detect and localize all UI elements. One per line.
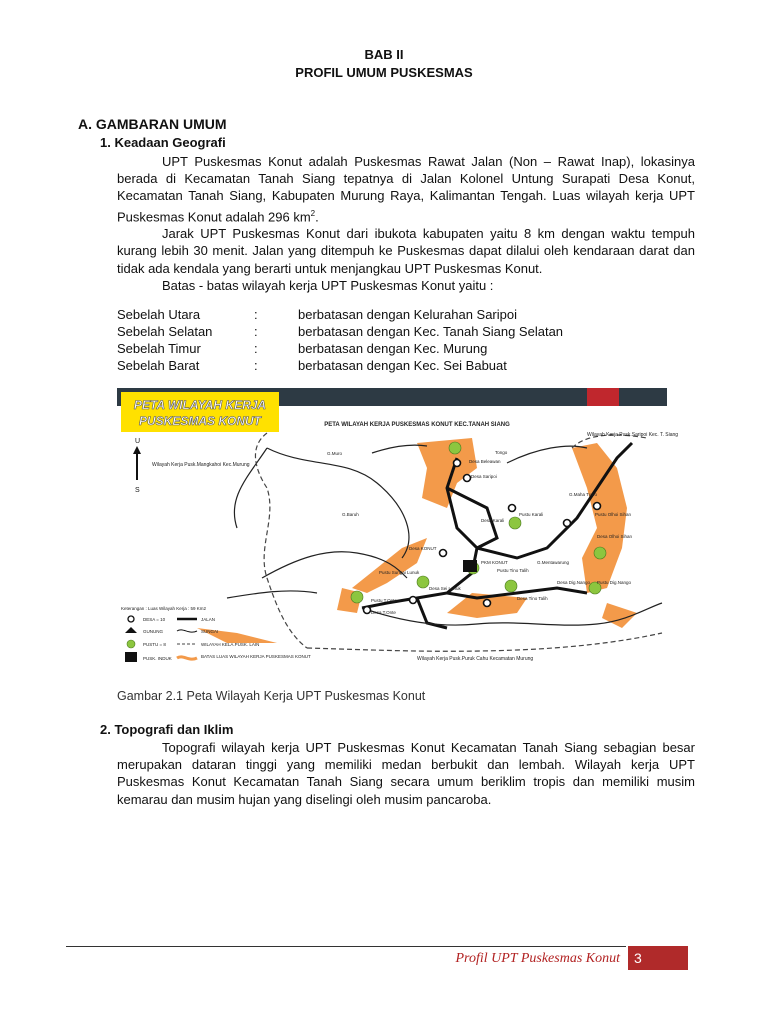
svg-text:BATAS LUAS WILAYAH KERJA PUSKE: BATAS LUAS WILAYAH KERJA PUSKESMAS KONUT	[201, 654, 311, 659]
map-figure	[117, 388, 679, 678]
svg-text:Desa Beleawan: Desa Beleawan	[469, 459, 501, 464]
svg-text:Pustu Olhoi Sihan: Pustu Olhoi Sihan	[595, 512, 632, 517]
map-banner-line2: PUSKESMAS KONUT	[138, 414, 262, 428]
svg-text:DESA = 10: DESA = 10	[143, 617, 166, 622]
page-title: PROFIL UMUM PUSKESMAS	[295, 65, 473, 80]
svg-text:G.Mentawarung: G.Mentawarung	[537, 560, 570, 565]
subsection-heading-geografi: 1. Keadaan Geografi	[100, 135, 226, 150]
svg-text:Desa Tino Talih: Desa Tino Talih	[517, 596, 548, 601]
map-boundary-area	[197, 438, 637, 643]
svg-text:SUNGAI: SUNGAI	[201, 629, 219, 634]
compass-arrow-head	[133, 446, 141, 454]
border-row-west: Sebelah Barat : berbatasan dengan Kec. Sei Babuat	[117, 358, 507, 373]
compass-south-label: S	[135, 487, 140, 494]
border-row-north: Sebelah Utara : berbatasan dengan Kelurahan Saripoi	[117, 307, 518, 322]
map-banner-line1: PETA WILAYAH KERJA	[133, 398, 267, 412]
svg-text:Pustu T.Onte: Pustu T.Onte	[371, 598, 397, 603]
map-top-accent	[587, 388, 619, 406]
svg-text:Desa Olhoi Sihan: Desa Olhoi Sihan	[597, 534, 633, 539]
footer-divider	[66, 946, 626, 947]
svg-text:PUSTU = 8: PUSTU = 8	[143, 642, 166, 647]
svg-text:G.Maha Tuwo: G.Maha Tuwo	[569, 492, 598, 497]
pkm-konut-marker	[463, 560, 477, 572]
map-west-label: Wilayah Kerja Pusk.Mangkahoi Kec.Murung	[152, 462, 250, 468]
topografi-paragraph-wrap	[117, 739, 695, 808]
svg-text:Desa T.Onte: Desa T.Onte	[371, 610, 396, 615]
legend-title: Keterangan : Luas Wilayah Kerja : 59 Km2	[121, 606, 207, 611]
map-south-label: Wilayah Kerja Pusk.Puruk Cahu Kecamatan Murung	[417, 656, 534, 662]
compass-north-label: U	[135, 438, 141, 445]
svg-text:Pustu Dig.Nango: Pustu Dig.Nango	[597, 580, 632, 585]
footer-title: Profil UPT Puskesmas Konut	[455, 951, 620, 966]
subsection-heading-topografi: 2. Topografi dan Iklim	[100, 722, 234, 737]
svg-text:Pustu Tino Talih: Pustu Tino Talih	[497, 568, 529, 573]
svg-text:WILAYAH KELA.PUSK. LAIN: WILAYAH KELA.PUSK. LAIN	[201, 642, 260, 647]
figure-caption: Gambar 2.1 Peta Wilayah Kerja UPT Puskesmas Konut	[117, 689, 426, 703]
svg-text:JALAN: JALAN	[201, 617, 216, 622]
border-row-east: Sebelah Timur : berbatasan dengan Kec. Murung	[117, 341, 488, 356]
geografi-paragraphs	[117, 153, 695, 294]
paragraph-location: UPT Puskesmas Konut adalah Puskesmas Rawat Jalan (Non – Rawat Inap), lokasinya berada di Kecamatan Tanah Siang tepatnya di Jalan Kolonel Untung Surapati Desa Konut, Kecamatan Tanah Siang, Kabupaten Murung Raya, Kalimantan Tengah. Luas wilayah kerja UPT Puskesmas Konut adalah 296 $km^2$.	[117, 154, 695, 224]
svg-text:Pustu Karali: Pustu Karali	[519, 512, 544, 517]
svg-text:Desa Sei Lunuk: Desa Sei Lunuk	[429, 586, 461, 591]
border-row-south: Sebelah Selatan : berbatasan dengan Kec. Tanah Siang Selatan	[117, 324, 564, 339]
svg-text:Desa Karali: Desa Karali	[481, 518, 505, 523]
svg-text:PUSK. INDUK: PUSK. INDUK	[143, 656, 172, 661]
svg-text:Pustu Sungai Lunuk: Pustu Sungai Lunuk	[379, 570, 420, 575]
svg-text:Desa Dig.Nango: Desa Dig.Nango	[557, 580, 591, 585]
section-heading-a: A. GAMBARAN UMUM	[78, 116, 227, 132]
paragraph-borders-intro: Batas - batas wilayah kerja UPT Puskesmas Konut yaitu :	[162, 277, 494, 293]
paragraph-topografi: Topografi wilayah kerja UPT Puskesmas Konut Kecamatan Tanah Siang sebagian besar merupakan dataran tinggi yang memiliki medan berbukit dan lembah. Wilayah kerja UPT Puskesmas Konut Kecamatan Tanah Siang secara umum beriklim tropis dan memiliki musim kemarau dan musim hujan yang diselingi oleh musim pancaroba.	[117, 740, 695, 807]
svg-text:GUNUNG: GUNUNG	[143, 629, 163, 634]
chapter-number: BAB II	[364, 47, 404, 62]
svg-text:G.Baruh: G.Baruh	[342, 512, 359, 517]
svg-text:G.Muro: G.Muro	[327, 451, 343, 456]
svg-text:Tongo: Tongo	[495, 450, 508, 455]
map-ne-label: Wilayah Kerja Pusk.Saripoi Kec. T. Siang	[587, 432, 679, 438]
svg-text:Desa Saripoi: Desa Saripoi	[471, 474, 497, 479]
paragraph-distance: Jarak UPT Puskesmas Konut dari ibukota kabupaten yaitu 8 km dengan waktu tempuh kurang lebih 30 menit. Jalan yang ditempuh ke Puskesmas dapat dilalui oleh kendaraan darat dan tidak ada kendala yang berarti untuk menjangkau UPT Puskesmas Konut.	[117, 226, 695, 276]
svg-text:PKM KONUT: PKM KONUT	[481, 560, 508, 565]
map-title: PETA WILAYAH KERJA PUSKESMAS KONUT KEC.TANAH SIANG	[324, 422, 510, 428]
map-svg	[117, 388, 679, 678]
svg-text:Desa KONUT: Desa KONUT	[409, 546, 437, 551]
page-number: 3	[628, 946, 688, 970]
